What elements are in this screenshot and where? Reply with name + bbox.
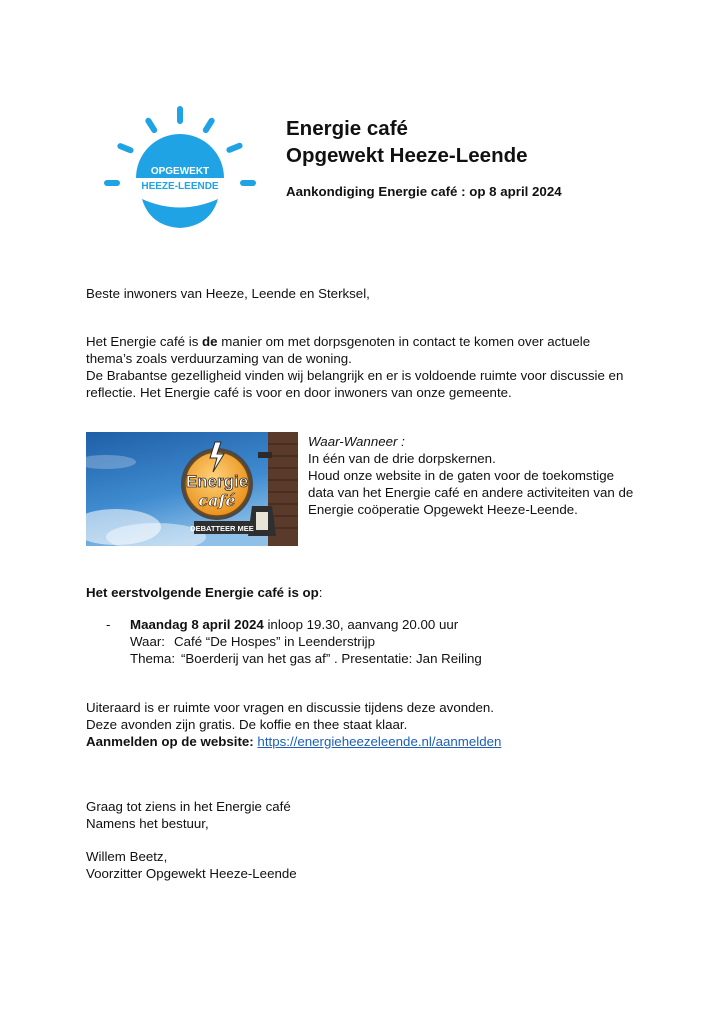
event-location: Café “De Hospes” in Leenderstrijp [174, 634, 376, 649]
where-when-line: In één van de drie dorpskernen. [308, 451, 496, 466]
signer-role: Voorzitter Opgewekt Heeze-Leende [86, 866, 297, 881]
closing-line1: Graag tot ziens in het Energie café [86, 799, 291, 814]
closing-line2: Namens het bestuur, [86, 816, 209, 831]
bullet: - [106, 617, 111, 632]
closing-block [86, 798, 486, 832]
where-when-line: Houd onze website in de gaten voor de toekomstige [308, 468, 615, 483]
energie-cafe-sign-image [86, 432, 298, 546]
intro-line2: thema’s zoals verduurzaming van de woning. [86, 351, 352, 366]
logo-line1: OPGEWEKT [150, 166, 210, 177]
where-when-line: data van het Energie café en andere activiteiten van de [308, 485, 634, 500]
sign-word-cafe: café [198, 491, 236, 510]
intro-paragraph [86, 333, 646, 401]
event-date: Maandag 8 april 2024 [130, 617, 264, 632]
where-when-block [308, 433, 648, 518]
info-block [86, 699, 646, 750]
sign-banner: DEBATTEER MEE [190, 524, 254, 533]
where-when-heading: Waar-Wanneer : [308, 434, 405, 449]
intro-line4: reflectie. Het Energie café is voor en door inwoners van onze gemeente. [86, 385, 512, 400]
opgewekt-logo [100, 104, 260, 232]
register-label: Aanmelden op de website: [86, 734, 254, 749]
title-line2: Opgewekt Heeze-Leende [286, 144, 528, 167]
announcement: Aankondiging Energie café : op 8 april 2024 [286, 184, 562, 199]
event-location-line [86, 633, 646, 650]
event-theme-line [86, 650, 646, 667]
event-theme-label: Thema: [130, 651, 176, 666]
title-line1: Energie café [286, 117, 408, 140]
signer-name: Willem Beetz, [86, 849, 168, 864]
register-link[interactable]: https://energieheezeleende.nl/aanmelden [257, 734, 502, 749]
signature-block [86, 848, 486, 882]
info-line2: Deze avonden zijn gratis. De koffie en thee staat klaar. [86, 717, 408, 732]
intro-line1: Het Energie café is de manier om met dorpsgenoten in contact te komen over actuele [86, 334, 591, 349]
next-event-heading: Het eerstvolgende Energie café is op: [86, 585, 323, 600]
intro-line3: De Brabantse gezelligheid vinden wij belangrijk en er is voldoende ruimte voor discussie en [86, 368, 624, 383]
event-details [86, 616, 646, 667]
event-location-label: Waar: [130, 634, 165, 649]
greeting: Beste inwoners van Heeze, Leende en Sterksel, [86, 286, 370, 301]
event-date-line [86, 616, 646, 633]
register-line [86, 733, 646, 750]
page-title [286, 115, 528, 169]
info-line1: Uiteraard is er ruimte voor vragen en discussie tijdens deze avonden. [86, 700, 494, 715]
sign-word-energie: Energie [185, 472, 249, 491]
where-when-line: Energie coöperatie Opgewekt Heeze-Leende. [308, 502, 578, 517]
intro-emphasis: de [202, 334, 218, 349]
logo-line2: HEEZE-LEENDE [141, 181, 219, 192]
event-times: inloop 19.30, aanvang 20.00 uur [263, 617, 459, 632]
event-theme: “Boerderij van het gas af” . Presentatie: Jan Reiling [181, 651, 482, 666]
